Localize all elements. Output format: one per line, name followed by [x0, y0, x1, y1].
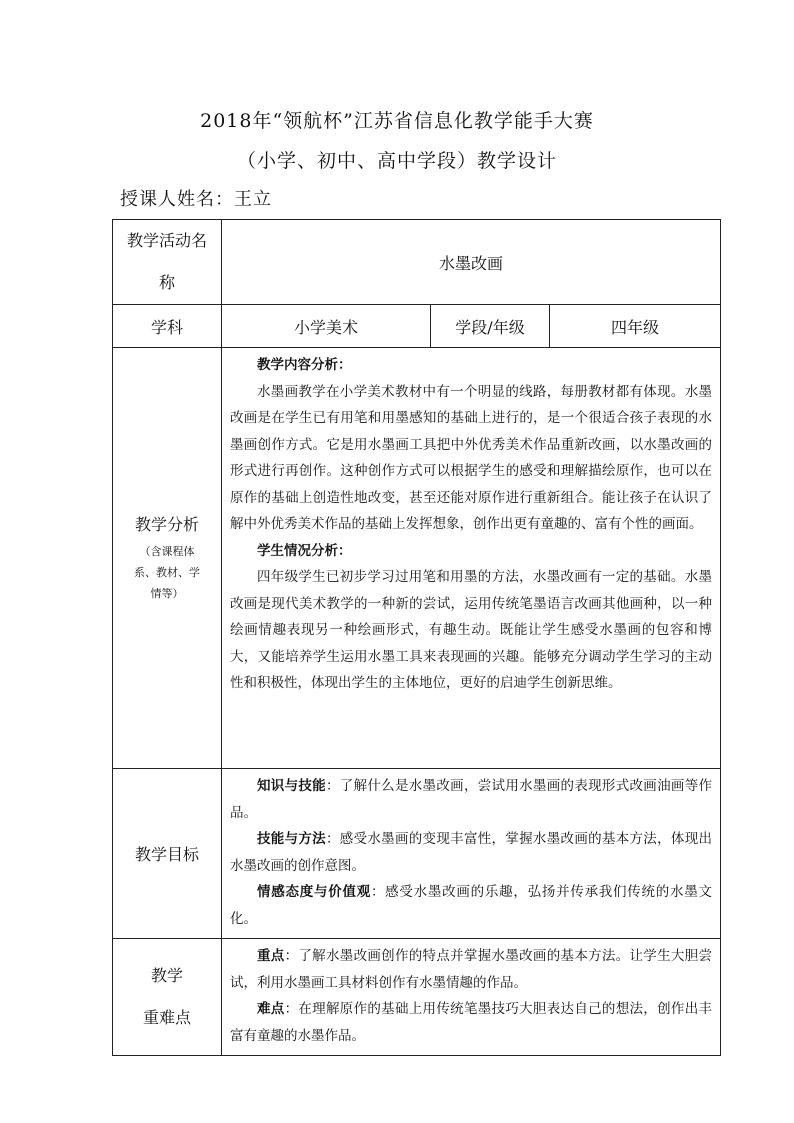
goal-method-text: ：感受水墨画的变现丰富性，掌握水墨改画的基本方法，体现出水墨改画的创作意图。: [230, 831, 712, 874]
analysis-sublabel-2: 系、教材、学: [134, 566, 200, 579]
analysis-content: [222, 348, 721, 769]
lesson-plan-table: [112, 219, 721, 1056]
row-activity: [113, 220, 721, 305]
keypoints-label-line1: 教学: [150, 966, 183, 985]
content-analysis-text: 水墨画教学在小学美术教材中有一个明显的线路，每册教材都有体现。水墨改画是在学生已有用笔和用墨感知的基础上进行的，是一个很适合孩子表现的水墨画创作方式。它是用水墨画工具把中外优秀美术作品重新改画，以水墨改画的形式进行再创作。这种创作方式可以根据学生的感受和理解描绘原作，也可以在原作的基础上创造性地改变，甚至还能对原作进行重新组合。能让孩子在认识了解中外优秀美术作品的基础上发挥想象，创作出更有童趣的、富有个性的画面。: [230, 383, 712, 532]
keypoint-focus-text: ：了解水墨改画创作的特点并掌握水墨改画的基本方法。让学生大胆尝试，利用水墨画工具材料创作有水墨情趣的作品。: [230, 948, 712, 991]
activity-label-line1: 教学活动名: [126, 231, 207, 250]
goal-method-head: 技能与方法: [257, 831, 326, 847]
keypoint-difficulty: [230, 996, 712, 1049]
row-analysis: [113, 348, 721, 769]
goals-content: [222, 769, 721, 939]
row-keypoints: [113, 939, 721, 1056]
row-goals: [113, 769, 721, 939]
student-analysis-heading: 学生情况分析：: [257, 542, 352, 559]
analysis-sublabel-3: 情等）: [150, 587, 184, 600]
goal-knowledge-head: 知识与技能: [257, 778, 326, 794]
keypoints-content: [222, 939, 721, 1056]
goal-knowledge-text: ：了解什么是水墨改画，尝试用水墨画的表现形式改画油画等作品。: [230, 778, 712, 821]
activity-value: 水墨改画: [222, 220, 721, 305]
analysis-sublabel-1: （含课程体: [139, 545, 195, 558]
analysis-label: 教学分析: [134, 515, 199, 534]
keypoint-difficulty-head: 难点: [257, 1001, 285, 1017]
analysis-sublabel: [113, 541, 221, 604]
goals-label: 教学目标: [113, 769, 222, 939]
goal-method: [230, 826, 712, 879]
teacher-name: 王立: [234, 189, 272, 210]
activity-label-cell: [113, 220, 222, 305]
document-subtitle: （小学、初中、高中学段）教学设计: [236, 150, 557, 172]
subject-label: 学科: [113, 305, 222, 348]
keypoint-difficulty-text: ：在理解原作的基础上用传统笔墨技巧大胆表达自己的想法，创作出丰富有童趣的水墨作品。: [230, 1001, 712, 1044]
keypoint-focus-head: 重点: [257, 948, 285, 964]
goal-emotion: [230, 879, 712, 932]
goal-emotion-text: ：感受水墨改画的乐趣，弘扬并传承我们传统的水墨文化。: [230, 884, 713, 927]
grade-value: 四年级: [550, 305, 721, 348]
activity-label-line2: 称: [158, 273, 175, 292]
grade-label: 学段/年级: [431, 305, 550, 348]
goal-knowledge: [230, 773, 712, 826]
teacher-label: 授课人姓名：: [120, 189, 234, 210]
goal-emotion-head: 情感态度与价值观: [257, 884, 371, 900]
keypoint-focus: [230, 943, 712, 996]
keypoints-label-line2: 重难点: [142, 1008, 191, 1027]
student-analysis-text: 四年级学生已初步学习过用笔和用墨的方法，水墨改画有一定的基础。水墨改画是现代美术教学的一种新的尝试，运用传统笔墨语言改画其他画种，以一种绘画情趣表现另一种绘画形式，有趣生动。既能让学生感受水墨画的包容和博大，又能培养学生运用水墨工具来表现画的兴趣。能够充分调动学生学习的主动性和积极性，体现出学生的主体地位，更好的启迪学生创新思维。: [230, 569, 712, 691]
keypoints-label-cell: [113, 939, 222, 1056]
row-subject: [113, 305, 721, 348]
document-title: 2018年“领航杯”江苏省信息化教学能手大赛: [200, 110, 594, 132]
subject-value: 小学美术: [222, 305, 431, 348]
content-analysis-heading: 教学内容分析：: [257, 357, 352, 373]
analysis-label-cell: [113, 348, 222, 769]
teacher-line: [120, 185, 272, 211]
